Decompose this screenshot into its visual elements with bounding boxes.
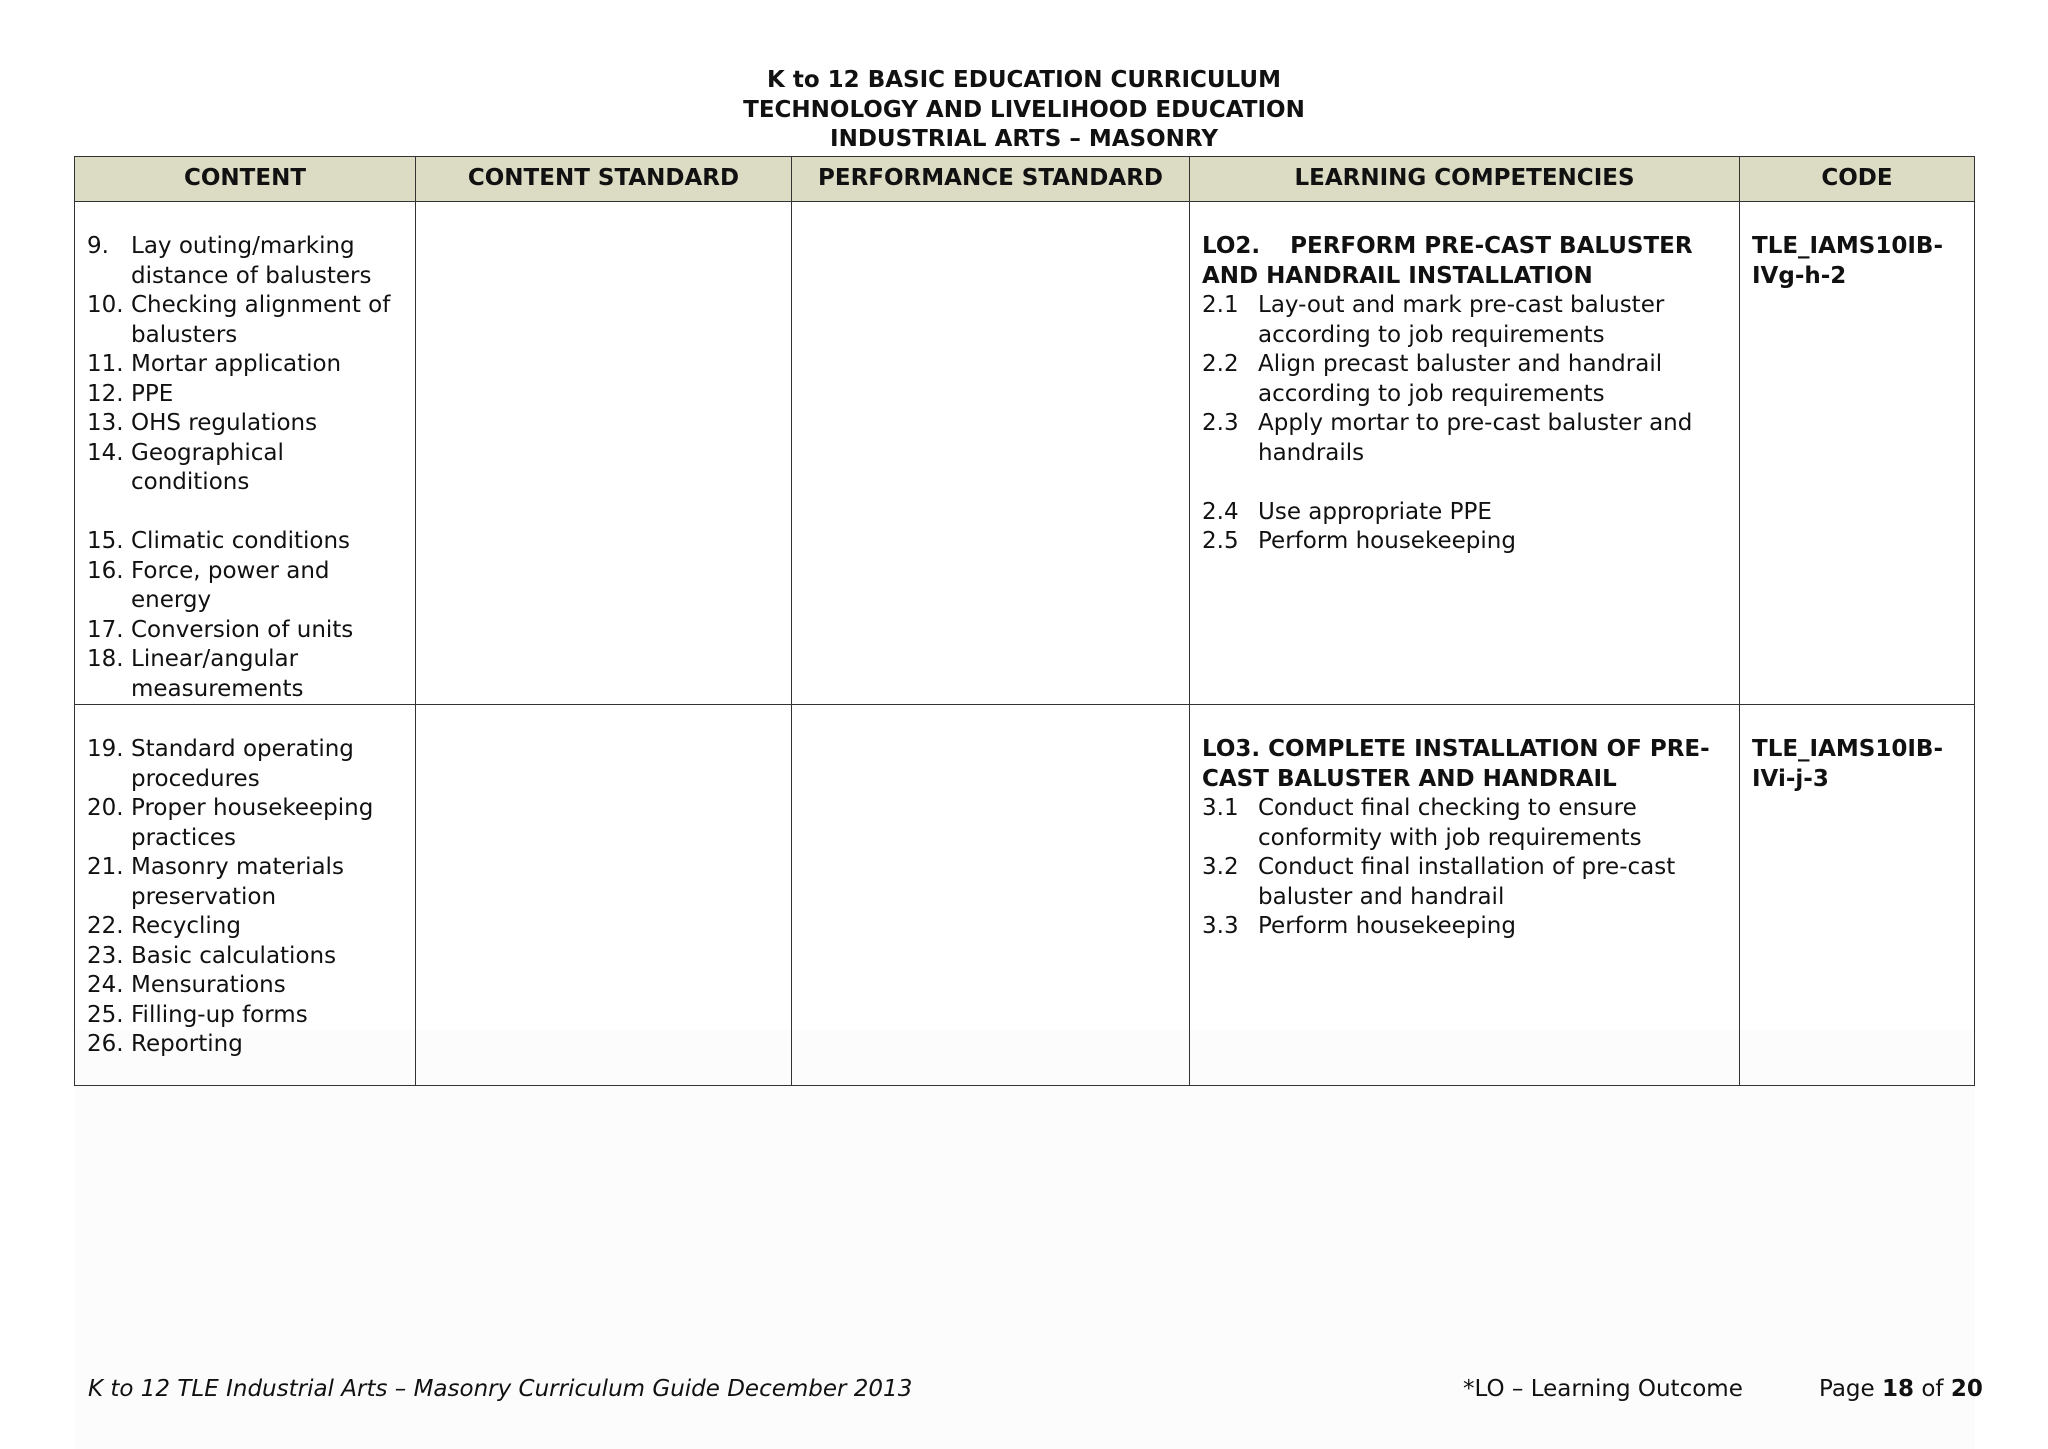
code-line-2: IVg-h-2	[1752, 262, 1847, 289]
list-item: 22. Recycling	[87, 913, 241, 939]
title-line-1: K to 12 BASIC EDUCATION CURRICULUM	[767, 67, 1281, 93]
list-item: 16. Force, power and energy	[87, 557, 330, 613]
list-item: 13. OHS regulations	[87, 410, 318, 436]
performance-standard-cell	[792, 202, 1190, 705]
competency-item: 3.1 Conduct final checking to ensure conformity with job requirements	[1202, 795, 1642, 851]
competency-item: 2.4 Use appropriate PPE	[1202, 498, 1492, 525]
learning-outcome-title: LO2. PERFORM PRE-CAST BALUSTER AND HANDRAIL INSTALLATION	[1202, 233, 1693, 289]
content-list	[87, 735, 403, 1060]
competency-item: 2.1 Lay-out and mark pre-cast baluster according to job requirements	[1202, 292, 1665, 348]
code-line-1: TLE_IAMS10IB-	[1752, 233, 1944, 259]
content-standard-cell	[416, 202, 792, 705]
learning-competencies-cell	[1190, 705, 1740, 1086]
competency-item: 3.2 Conduct final installation of pre-cast baluster and handrail	[1202, 854, 1676, 910]
content-standard-cell	[416, 705, 792, 1086]
table-header-row	[75, 157, 1975, 202]
footer-guide-title: K to 12 TLE Industrial Arts – Masonry Curriculum Guide December 2013	[88, 1376, 913, 1402]
content-cell	[75, 705, 416, 1086]
list-item: 11. Mortar application	[87, 351, 342, 377]
list-item: 25. Filling-up forms	[87, 1001, 308, 1028]
footer-lo-note: *LO – Learning Outcome	[1463, 1376, 1743, 1402]
col-header-content-standard: CONTENT STANDARD	[416, 157, 792, 202]
list-item: 14. Geographical conditions	[87, 439, 284, 495]
competency-item: 2.5 Perform housekeeping	[1202, 528, 1516, 554]
list-item: 19. Standard operating procedures	[87, 736, 354, 792]
curriculum-table	[74, 156, 1975, 1086]
content-cell	[75, 202, 416, 705]
code-cell	[1740, 705, 1975, 1086]
code-cell	[1740, 202, 1975, 705]
content-list	[87, 232, 403, 704]
document-title	[0, 66, 2048, 155]
col-header-learning-competencies: LEARNING COMPETENCIES	[1190, 157, 1740, 202]
title-line-2: TECHNOLOGY AND LIVELIHOOD EDUCATION	[743, 96, 1305, 123]
col-header-content: CONTENT	[75, 157, 416, 202]
title-line-3: INDUSTRIAL ARTS – MASONRY	[830, 126, 1218, 152]
list-item: 9. Lay outing/marking distance of balusters	[87, 233, 372, 289]
competency-item: 2.2 Align precast baluster and handrail according to job requirements	[1202, 351, 1663, 407]
footer-page-number: Page 18 of 20	[1819, 1376, 1983, 1402]
table-row	[75, 705, 1975, 1086]
list-item: 23. Basic calculations	[87, 942, 337, 969]
list-item: 26. Reporting	[87, 1031, 243, 1057]
list-item: 12. PPE	[87, 380, 174, 407]
col-header-performance-standard: PERFORMANCE STANDARD	[792, 157, 1190, 202]
list-item: 21. Masonry materials preservation	[87, 854, 344, 910]
col-header-code: CODE	[1740, 157, 1975, 202]
list-item: 20. Proper housekeeping practices	[87, 795, 374, 851]
list-item: 17. Conversion of units	[87, 616, 354, 643]
list-item: 24. Mensurations	[87, 972, 286, 998]
performance-standard-cell	[792, 705, 1190, 1086]
list-item: 18. Linear/angular measurements	[87, 646, 304, 702]
list-item: 10. Checking alignment of balusters	[87, 292, 391, 348]
code-line-1: TLE_IAMS10IB-	[1752, 736, 1944, 762]
code-line-2: IVi-j-3	[1752, 765, 1829, 792]
learning-competencies-cell	[1190, 202, 1740, 705]
table-row	[75, 202, 1975, 705]
list-item: 15. Climatic conditions	[87, 528, 351, 554]
learning-outcome-title: LO3. COMPLETE INSTALLATION OF PRE-CAST BALUSTER AND HANDRAIL	[1202, 736, 1710, 792]
competency-item: 2.3 Apply mortar to pre-cast baluster and handrails	[1202, 410, 1693, 466]
competency-item: 3.3 Perform housekeeping	[1202, 913, 1516, 939]
